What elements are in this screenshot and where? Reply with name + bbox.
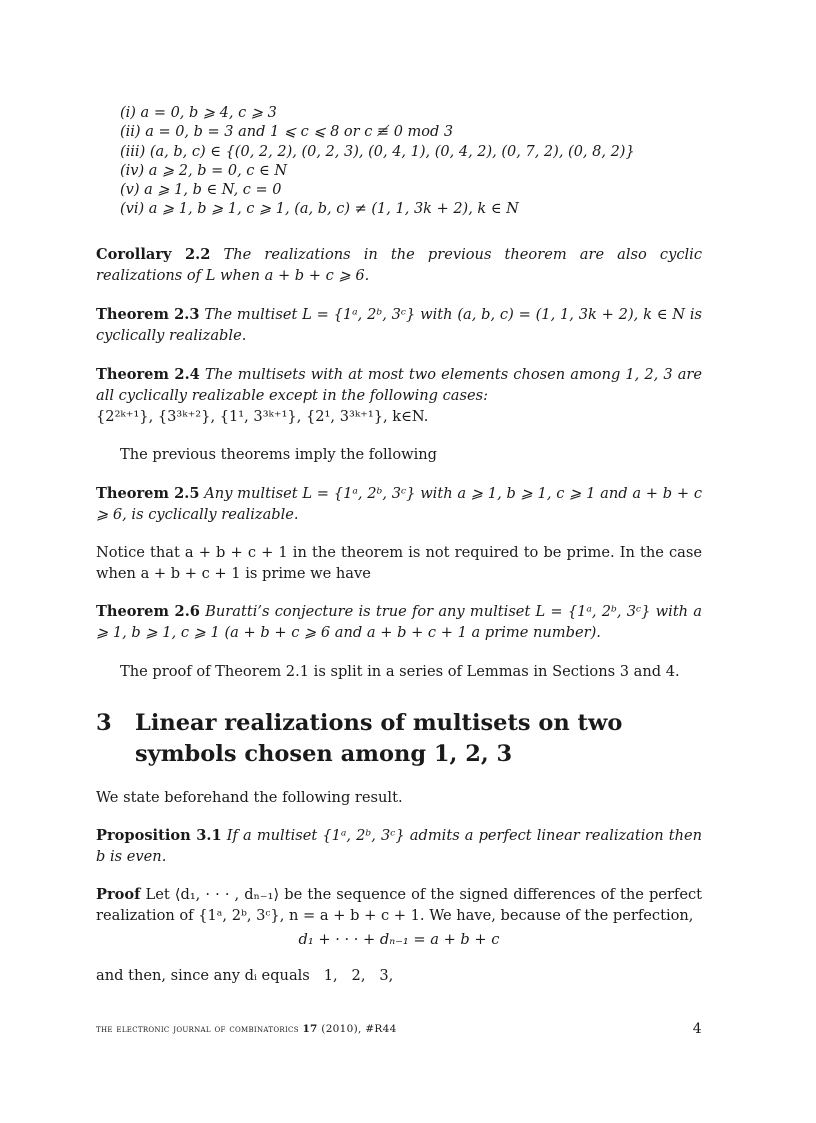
- journal-year-issue: (2010), #R44: [321, 1023, 397, 1035]
- paragraph-notice: Notice that a + b + c + 1 in the theorem is not required to be prime. In the case when a + b + c + 1 is prime we have: [96, 544, 702, 582]
- statement-text: The multiset L = {1ᵃ, 2ᵇ, 3ᶜ} with (a, b, c) = (1, 1, 3k + 2), k ∈ N is cyclically realizable.: [96, 306, 703, 344]
- statement-text: The realizations in the previous theorem are also cyclic realizations of L when a + b + c ⩾ 6.: [96, 246, 703, 284]
- statement-text: If a multiset {1ᵃ, 2ᵇ, 3ᶜ} admits a perfect linear realization then b is even.: [96, 827, 702, 865]
- paragraph-then: and then, since any dᵢ equals 1, 2, 3,: [96, 967, 394, 984]
- theorem-case-list: [120, 104, 635, 220]
- equation-sum: d₁ + · · · + dₙ₋₁ = a + b + c: [298, 931, 500, 948]
- corollary-2-2: [96, 244, 702, 286]
- statement-text: The multisets with at most two elements chosen among 1, 2, 3 are all cyclically realizable except in the following cases:: [96, 366, 703, 404]
- proposition-3-1: [96, 825, 702, 867]
- statement-label: Corollary 2.2: [96, 246, 211, 263]
- journal-name: the electronic journal of combinatorics: [96, 1023, 299, 1035]
- theorem-2-6: [96, 601, 702, 643]
- statement-text: Buratti’s conjecture is true for any multiset L = {1ᵃ, 2ᵇ, 3ᶜ} with a ⩾ 1, b ⩾ 1, c ⩾ 1 (a + b + c ⩾ 6 and a + b + c + 1 a prime number).: [96, 603, 702, 641]
- statement-label: Theorem 2.4: [96, 366, 200, 383]
- journal-volume: 17: [302, 1023, 318, 1035]
- statement-text: Any multiset L = {1ᵃ, 2ᵇ, 3ᶜ} with a ⩾ 1, b ⩾ 1, c ⩾ 1 and a + b + c ⩾ 6, is cyclically realizable.: [96, 485, 703, 523]
- statement-label: Proposition 3.1: [96, 827, 222, 844]
- proof-text: Let ⟨d₁, · · · , dₙ₋₁⟩ be the sequence of the signed differences of the perfect realization of {1ᵃ, 2ᵇ, 3ᶜ}, n = a + b + c + 1. We have, because of the perfection,: [96, 886, 703, 924]
- journal-citation: [96, 1023, 397, 1035]
- case-item: (i) a = 0, b ⩾ 4, c ⩾ 3: [120, 105, 277, 121]
- section-number: 3: [96, 710, 112, 736]
- theorem-2-3: [96, 304, 702, 346]
- proof-label: Proof: [96, 886, 141, 903]
- theorem-2-4: [96, 364, 702, 427]
- paragraph-proof-split: The proof of Theorem 2.1 is split in a series of Lemmas in Sections 3 and 4.: [120, 663, 680, 680]
- section-3-heading: [96, 708, 702, 770]
- statement-label: Theorem 2.6: [96, 603, 200, 620]
- theorem-2-5: [96, 483, 702, 525]
- case-item: (iv) a ⩾ 2, b = 0, c ∈ N: [120, 162, 288, 179]
- case-item: (ii) a = 0, b = 3 and 1 ⩽ c ⩽ 8 or c ≢ 0 mod 3: [120, 124, 454, 141]
- case-item: (vi) a ⩾ 1, b ⩾ 1, c ⩾ 1, (a, b, c) ≠ (1, 1, 3k + 2), k ∈ N: [120, 201, 519, 218]
- case-item: (iii) (a, b, c) ∈ {(0, 2, 2), (0, 2, 3), (0, 4, 1), (0, 4, 2), (0, 7, 2), (0, 8, 2)}: [120, 143, 635, 160]
- page-number: 4: [692, 1021, 702, 1037]
- section-title: Linear realizations of multisets on two symbols chosen among 1, 2, 3: [135, 710, 623, 767]
- statement-label: Theorem 2.5: [96, 485, 200, 502]
- proof-block: [96, 884, 702, 926]
- paragraph-state: We state beforehand the following result.: [96, 789, 403, 806]
- statement-label: Theorem 2.3: [96, 306, 200, 323]
- exception-cases: {2²ᵏ⁺¹}, {3³ᵏ⁺²}, {1¹, 3³ᵏ⁺¹}, {2¹, 3³ᵏ⁺¹}, k∈N.: [96, 408, 429, 425]
- case-item: (v) a ⩾ 1, b ∈ N, c = 0: [120, 182, 282, 199]
- paragraph-previous: The previous theorems imply the following: [120, 446, 438, 463]
